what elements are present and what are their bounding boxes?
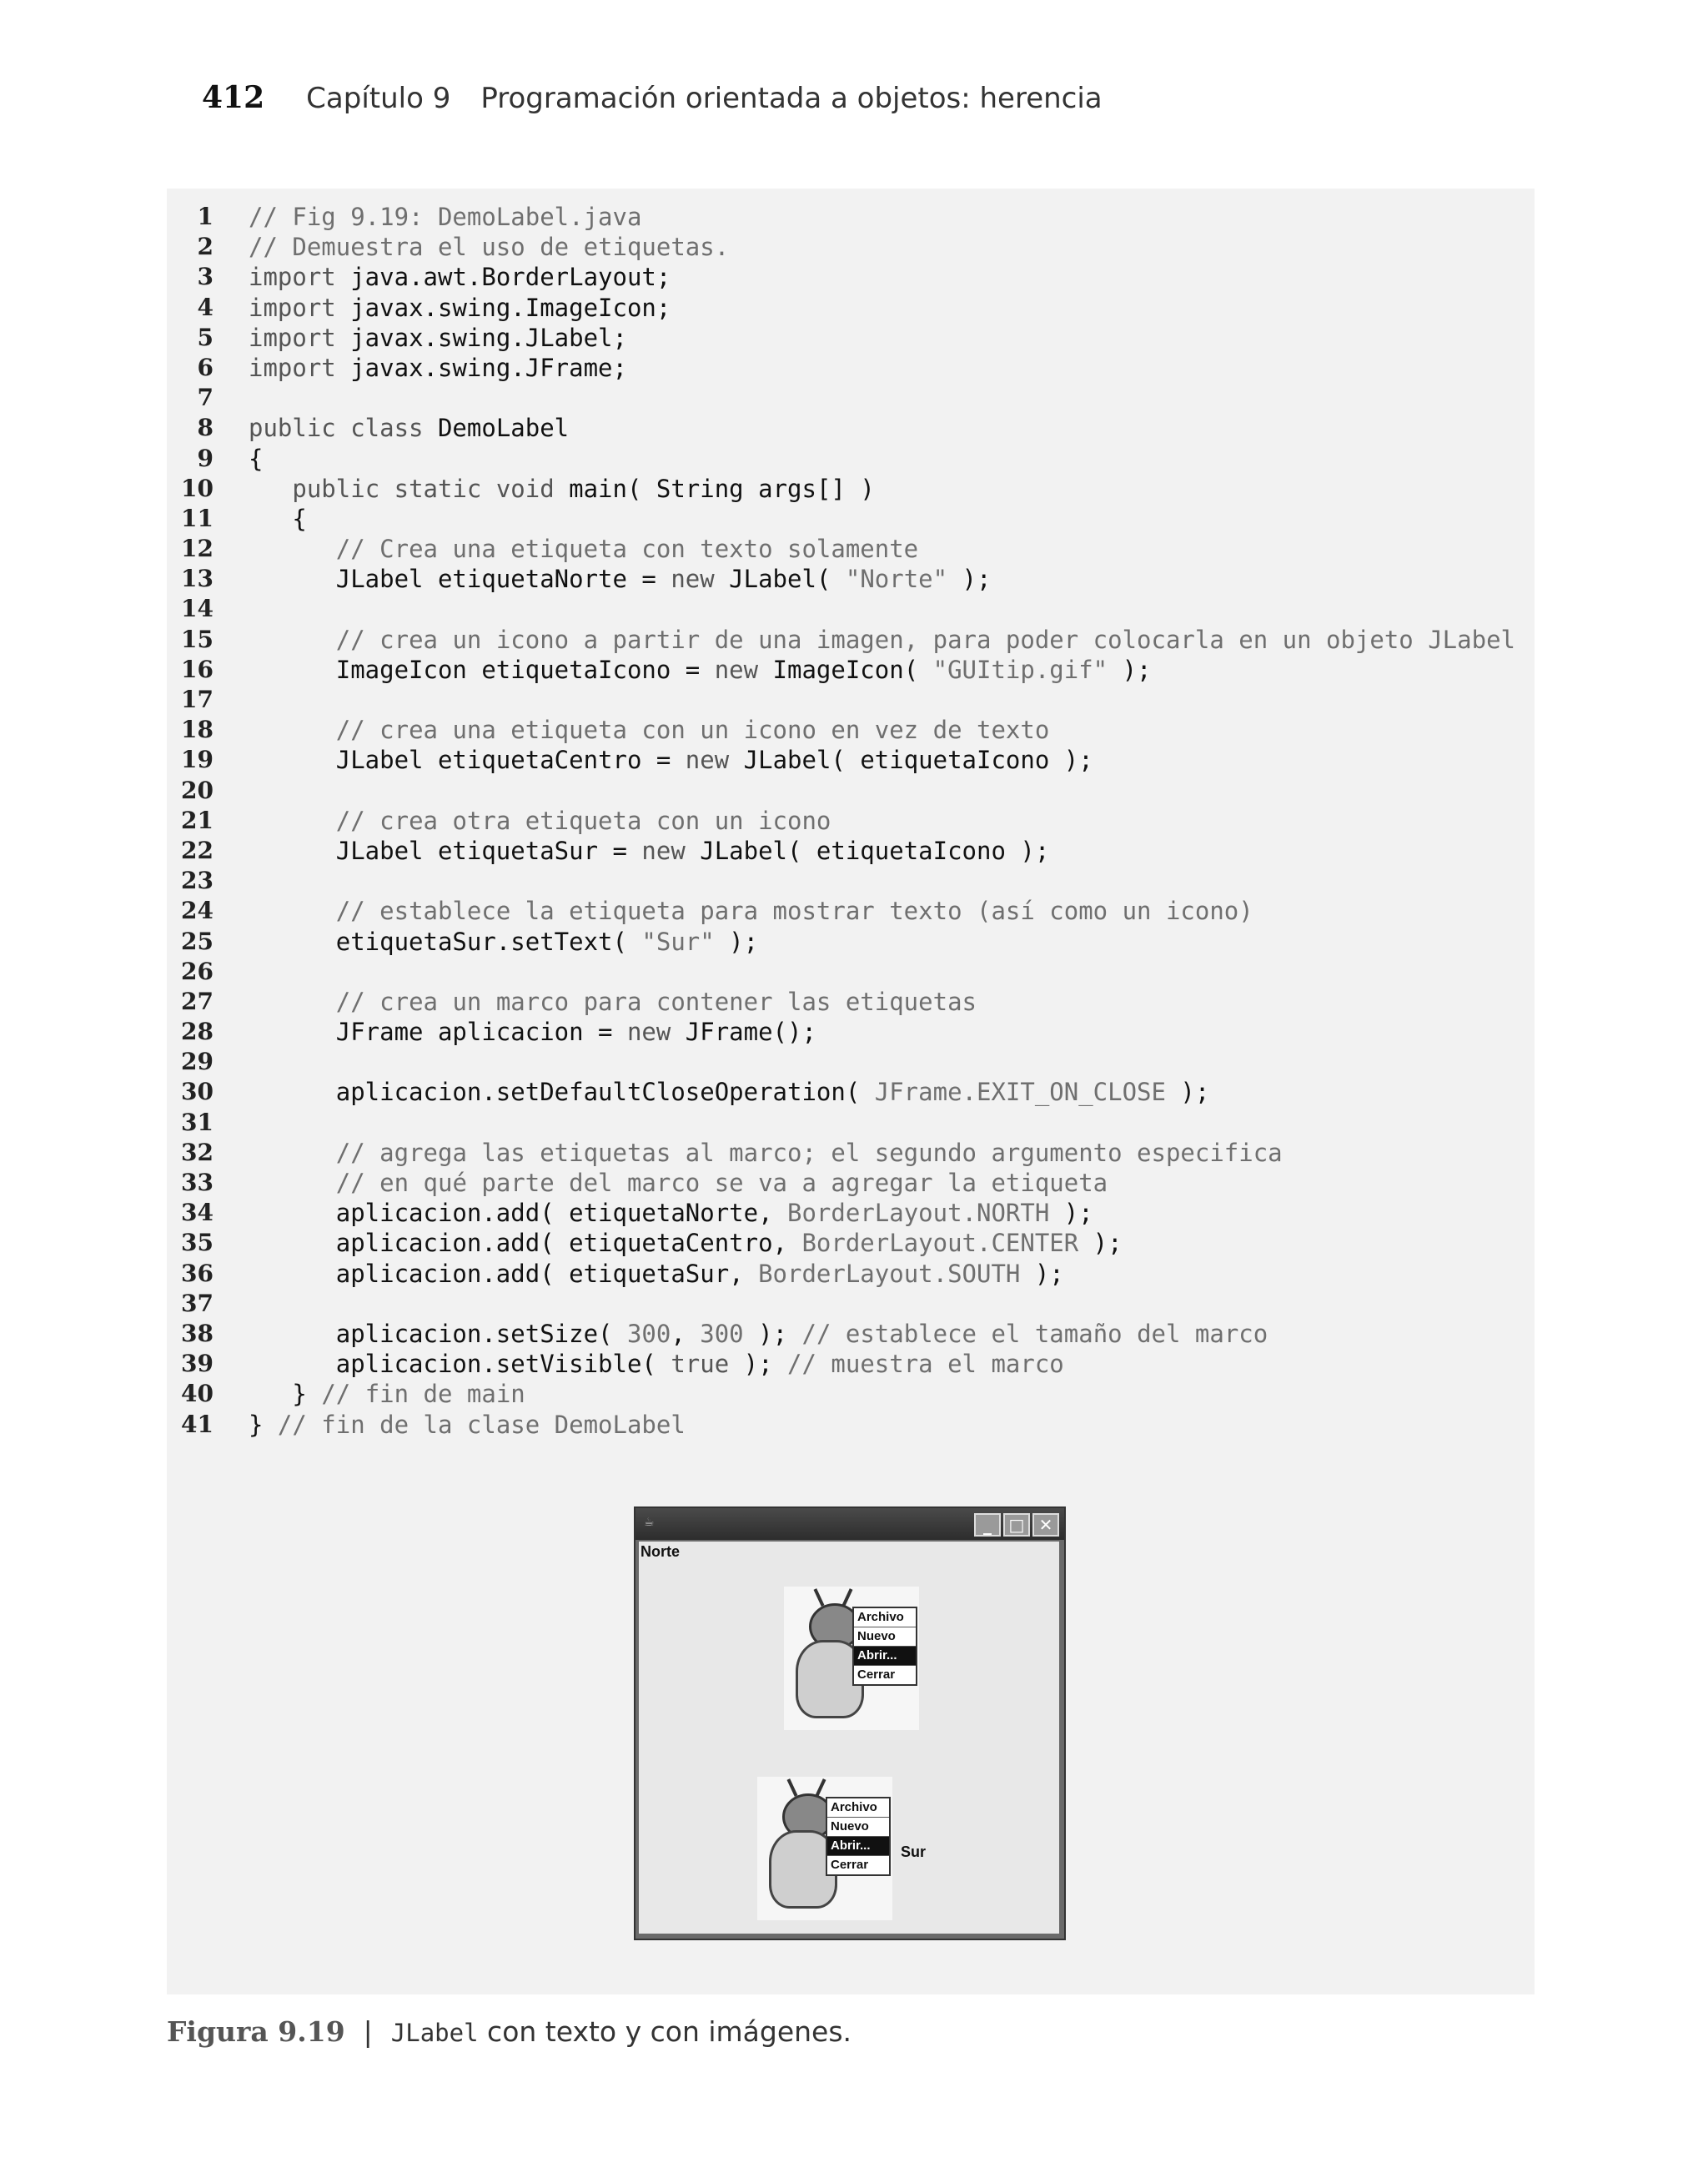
code-token: ); xyxy=(1049,1199,1093,1228)
line-number: 33 xyxy=(181,1169,214,1196)
code-text xyxy=(249,232,729,262)
code-line xyxy=(167,745,1515,775)
line-number: 29 xyxy=(181,1048,214,1076)
code-token: // establece el tamaño del marco xyxy=(801,1319,1268,1348)
code-text xyxy=(249,323,627,353)
code-token: javax.swing.ImageIcon; xyxy=(335,293,671,322)
code-token: // crea un icono a partir de una imagen, para poder colocarla en un objeto JLabel xyxy=(335,625,1515,654)
code-token: etiquetaSur.setText( xyxy=(249,927,642,956)
bug-antenna-left xyxy=(814,1588,825,1607)
code-token xyxy=(249,716,336,744)
code-token: new xyxy=(671,565,715,594)
code-text xyxy=(249,262,671,292)
code-token: // muestra el marco xyxy=(787,1350,1064,1379)
caption-separator: | xyxy=(363,2015,373,2048)
code-text xyxy=(249,564,991,594)
south-label: Sur xyxy=(901,1844,927,1860)
code-token: } xyxy=(249,1410,278,1439)
code-listing xyxy=(167,202,1515,1440)
code-token: aplicacion.add( etiquetaNorte, xyxy=(249,1199,788,1228)
code-text xyxy=(249,534,918,564)
line-number: 24 xyxy=(181,897,214,925)
code-line xyxy=(167,685,1515,715)
south-icon-label xyxy=(757,1777,892,1920)
code-token: new xyxy=(641,836,686,865)
code-token: public class xyxy=(249,414,424,443)
code-token: ); xyxy=(1020,1259,1064,1288)
line-number: 15 xyxy=(181,625,214,653)
line-number: 40 xyxy=(181,1380,214,1408)
line-number: 25 xyxy=(181,927,214,955)
code-token: // Demuestra el uso de etiquetas. xyxy=(249,233,730,262)
menu-popup-graphic xyxy=(852,1607,917,1686)
minimize-button[interactable]: _ xyxy=(974,1513,1001,1537)
line-number: 14 xyxy=(181,595,214,623)
window-titlebar xyxy=(635,1508,1064,1540)
bug-antenna-left xyxy=(787,1778,798,1797)
code-token: // crea un marco para contener las etiquetas xyxy=(335,987,977,1016)
code-token: , xyxy=(671,1319,701,1348)
code-line xyxy=(167,1319,1515,1349)
code-token xyxy=(249,897,336,925)
code-text xyxy=(249,927,758,957)
code-line xyxy=(167,1047,1515,1077)
line-number: 16 xyxy=(181,655,214,683)
line-number: 9 xyxy=(197,444,214,472)
code-text xyxy=(249,836,1049,866)
code-line xyxy=(167,534,1515,564)
code-token: // Fig 9.19: DemoLabel.java xyxy=(249,203,642,231)
line-number: 18 xyxy=(181,716,214,744)
code-token: { xyxy=(249,504,307,533)
code-text xyxy=(249,715,1049,745)
code-line xyxy=(167,594,1515,624)
code-token: aplicacion.setDefaultCloseOperation( xyxy=(249,1078,875,1107)
menu-item-nuevo: Nuevo xyxy=(854,1627,916,1647)
line-number: 35 xyxy=(181,1229,214,1257)
line-number: 19 xyxy=(181,746,214,774)
chapter-label: Capítulo 9 xyxy=(306,82,451,115)
code-token: // crea otra etiqueta con un icono xyxy=(335,806,831,835)
code-token: aplicacion.setSize( xyxy=(249,1319,627,1348)
code-token: { xyxy=(249,444,264,473)
code-token: ); xyxy=(1108,655,1152,684)
code-line xyxy=(167,504,1515,534)
line-number: 38 xyxy=(181,1319,214,1347)
code-text xyxy=(249,1138,1283,1168)
code-text xyxy=(249,1259,1064,1289)
code-token: 300 xyxy=(626,1319,671,1348)
line-number: 6 xyxy=(197,353,214,381)
menu-item-abrir: Abrir... xyxy=(854,1647,916,1666)
code-token: JLabel etiquetaSur = xyxy=(249,836,642,865)
code-line xyxy=(167,1259,1515,1289)
code-token: javax.swing.JFrame; xyxy=(335,353,627,382)
java-cup-icon: ☕ xyxy=(644,1516,655,1529)
line-number: 4 xyxy=(197,293,214,321)
code-text xyxy=(249,655,1152,685)
code-token: ); xyxy=(743,1319,802,1348)
code-line xyxy=(167,866,1515,896)
line-number: 26 xyxy=(181,957,214,985)
code-line xyxy=(167,1168,1515,1198)
code-line xyxy=(167,444,1515,474)
line-number: 11 xyxy=(181,504,214,532)
line-number: 37 xyxy=(181,1289,214,1317)
code-line xyxy=(167,1289,1515,1319)
code-line xyxy=(167,323,1515,353)
code-token: JLabel( xyxy=(714,565,846,594)
line-number: 27 xyxy=(181,987,214,1015)
code-token: // fin de main xyxy=(321,1380,525,1409)
line-number: 36 xyxy=(181,1259,214,1287)
code-token xyxy=(249,626,336,654)
code-line xyxy=(167,1017,1515,1047)
code-line xyxy=(167,413,1515,443)
code-token: // agrega las etiquetas al marco; el segundo argumento especifica xyxy=(335,1138,1283,1167)
page-number: 412 xyxy=(202,80,265,115)
code-token: JFrame aplicacion = xyxy=(249,1018,627,1047)
code-token: ); xyxy=(1078,1229,1123,1258)
code-text xyxy=(249,293,671,323)
code-token: aplicacion.add( etiquetaSur, xyxy=(249,1259,759,1288)
code-token xyxy=(249,1169,336,1197)
center-icon-label xyxy=(784,1587,919,1730)
code-token: aplicacion.add( etiquetaCentro, xyxy=(249,1229,802,1258)
code-text xyxy=(249,444,263,474)
code-line xyxy=(167,1138,1515,1168)
line-number: 34 xyxy=(181,1199,214,1227)
code-token: import xyxy=(249,293,336,322)
demo-window xyxy=(634,1506,1066,1940)
line-number: 8 xyxy=(197,414,214,442)
code-token: JLabel etiquetaCentro = xyxy=(249,746,686,775)
code-token: import xyxy=(249,323,336,352)
figure-number: Figura 9.19 xyxy=(167,2015,345,2048)
line-number: 3 xyxy=(197,263,214,291)
code-token: JLabel etiquetaNorte = xyxy=(249,565,671,594)
menu-item-cerrar: Cerrar xyxy=(857,1667,896,1682)
line-number: 12 xyxy=(181,535,214,563)
code-token: new xyxy=(626,1018,671,1047)
code-line xyxy=(167,896,1515,926)
code-text xyxy=(249,1168,1108,1198)
code-token: "GUItip.gif" xyxy=(932,655,1108,684)
code-token: } xyxy=(249,1380,322,1409)
code-token: public static void xyxy=(292,474,555,503)
code-line xyxy=(167,383,1515,413)
code-text xyxy=(249,202,641,232)
code-token xyxy=(249,807,336,835)
line-number: 28 xyxy=(181,1018,214,1046)
code-line xyxy=(167,715,1515,745)
code-token: JFrame.EXIT_ON_CLOSE xyxy=(874,1078,1166,1107)
code-token: new xyxy=(685,746,730,775)
line-number: 22 xyxy=(181,836,214,864)
code-token xyxy=(249,988,336,1016)
code-text xyxy=(249,1228,1123,1258)
code-line xyxy=(167,836,1515,866)
line-number: 20 xyxy=(181,776,214,804)
code-line xyxy=(167,564,1515,594)
code-token: java.awt.BorderLayout; xyxy=(335,263,671,292)
code-token: ); xyxy=(1165,1078,1210,1107)
code-text xyxy=(249,1017,816,1047)
code-line xyxy=(167,776,1515,806)
line-number: 23 xyxy=(181,867,214,895)
code-token xyxy=(249,535,336,563)
code-token: import xyxy=(249,263,336,292)
code-text xyxy=(249,1349,1064,1379)
line-number: 30 xyxy=(181,1078,214,1106)
menu-item-archivo: Archivo xyxy=(854,1608,916,1627)
code-token: ImageIcon( xyxy=(758,655,933,684)
code-token: // en qué parte del marco se va a agregar la etiqueta xyxy=(335,1169,1108,1197)
code-line xyxy=(167,1077,1515,1107)
north-label: Norte xyxy=(640,1543,681,1560)
line-number: 10 xyxy=(181,474,214,502)
code-text xyxy=(249,625,1515,655)
code-line xyxy=(167,1108,1515,1138)
line-number: 13 xyxy=(181,565,214,593)
code-token: // fin de la clase DemoLabel xyxy=(277,1410,686,1439)
line-number: 17 xyxy=(181,686,214,713)
code-line xyxy=(167,262,1515,292)
code-line xyxy=(167,655,1515,685)
code-token: // Crea una etiqueta con texto solamente xyxy=(335,535,919,564)
code-token: main( String args[] ) xyxy=(554,474,875,503)
code-line xyxy=(167,293,1515,323)
code-token: DemoLabel xyxy=(423,414,570,443)
line-number: 39 xyxy=(181,1350,214,1378)
code-token: import xyxy=(249,353,336,382)
bug-antenna-right xyxy=(816,1778,826,1797)
code-token: JLabel( etiquetaIcono ); xyxy=(685,836,1050,865)
code-text xyxy=(249,1319,1268,1349)
code-token: // crea una etiqueta con un icono en vez de texto xyxy=(335,716,1050,745)
line-number: 41 xyxy=(181,1410,214,1438)
code-line xyxy=(167,353,1515,383)
bug-antenna-right xyxy=(842,1588,853,1607)
code-token: BorderLayout.NORTH xyxy=(787,1199,1050,1228)
page-header xyxy=(202,80,1103,115)
code-line xyxy=(167,806,1515,836)
menu-item-abrir: Abrir... xyxy=(827,1837,889,1856)
code-line xyxy=(167,1228,1515,1258)
code-line xyxy=(167,202,1515,232)
menu-item-archivo: Archivo xyxy=(827,1798,889,1818)
code-token xyxy=(249,1139,336,1167)
code-text xyxy=(249,987,977,1017)
caption-code: JLabel xyxy=(390,2019,479,2047)
menu-item-nuevo: Nuevo xyxy=(827,1818,889,1837)
line-number: 5 xyxy=(197,323,214,351)
code-token: BorderLayout.CENTER xyxy=(801,1229,1079,1258)
code-line xyxy=(167,927,1515,957)
code-line xyxy=(167,232,1515,262)
line-number: 1 xyxy=(197,203,214,230)
code-token: aplicacion.setVisible( xyxy=(249,1350,671,1379)
maximize-button[interactable]: □ xyxy=(1003,1513,1030,1537)
code-token: ); xyxy=(947,565,992,594)
code-line xyxy=(167,987,1515,1017)
caption-text: con texto y con imágenes. xyxy=(478,2015,852,2048)
line-number: 32 xyxy=(181,1138,214,1166)
code-line xyxy=(167,1349,1515,1379)
code-line xyxy=(167,957,1515,987)
code-line xyxy=(167,1410,1515,1440)
code-token: ); xyxy=(714,927,759,956)
code-token: 300 xyxy=(700,1319,744,1348)
code-text xyxy=(249,1410,686,1440)
line-number: 21 xyxy=(181,806,214,834)
code-text xyxy=(249,745,1093,775)
code-text xyxy=(249,896,1253,926)
code-token: JLabel( etiquetaIcono ); xyxy=(729,746,1093,775)
code-text xyxy=(249,413,569,443)
code-line xyxy=(167,1198,1515,1228)
code-token: BorderLayout.SOUTH xyxy=(758,1259,1021,1288)
code-text xyxy=(249,474,875,504)
code-text xyxy=(249,504,307,534)
line-number: 31 xyxy=(181,1108,214,1136)
code-token: // establece la etiqueta para mostrar texto (así como un icono) xyxy=(335,897,1253,926)
line-number: 2 xyxy=(197,233,214,261)
window-content xyxy=(639,1542,1059,1934)
code-line xyxy=(167,625,1515,655)
figure-caption xyxy=(167,2015,851,2048)
code-token: ); xyxy=(729,1350,788,1379)
code-token: JFrame(); xyxy=(671,1018,816,1047)
code-line xyxy=(167,1379,1515,1409)
line-number: 7 xyxy=(197,384,214,412)
code-token xyxy=(249,475,292,503)
code-text xyxy=(249,1379,525,1409)
code-text xyxy=(249,353,627,383)
code-listing-panel xyxy=(167,189,1535,1994)
code-line xyxy=(167,474,1515,504)
code-token: true xyxy=(671,1350,730,1379)
code-token: "Norte" xyxy=(845,565,948,594)
code-token: "Sur" xyxy=(641,927,715,956)
code-text xyxy=(249,806,831,836)
close-button[interactable]: ✕ xyxy=(1032,1513,1059,1537)
menu-popup-graphic xyxy=(826,1797,891,1876)
code-token: javax.swing.JLabel; xyxy=(335,323,627,352)
menu-item-cerrar: Cerrar xyxy=(831,1858,869,1872)
code-token: ImageIcon etiquetaIcono = xyxy=(249,655,715,684)
code-token: new xyxy=(714,655,759,684)
code-text xyxy=(249,1198,1093,1228)
chapter-title: Programación orientada a objetos: herencia xyxy=(480,82,1103,115)
code-text xyxy=(249,1077,1209,1107)
